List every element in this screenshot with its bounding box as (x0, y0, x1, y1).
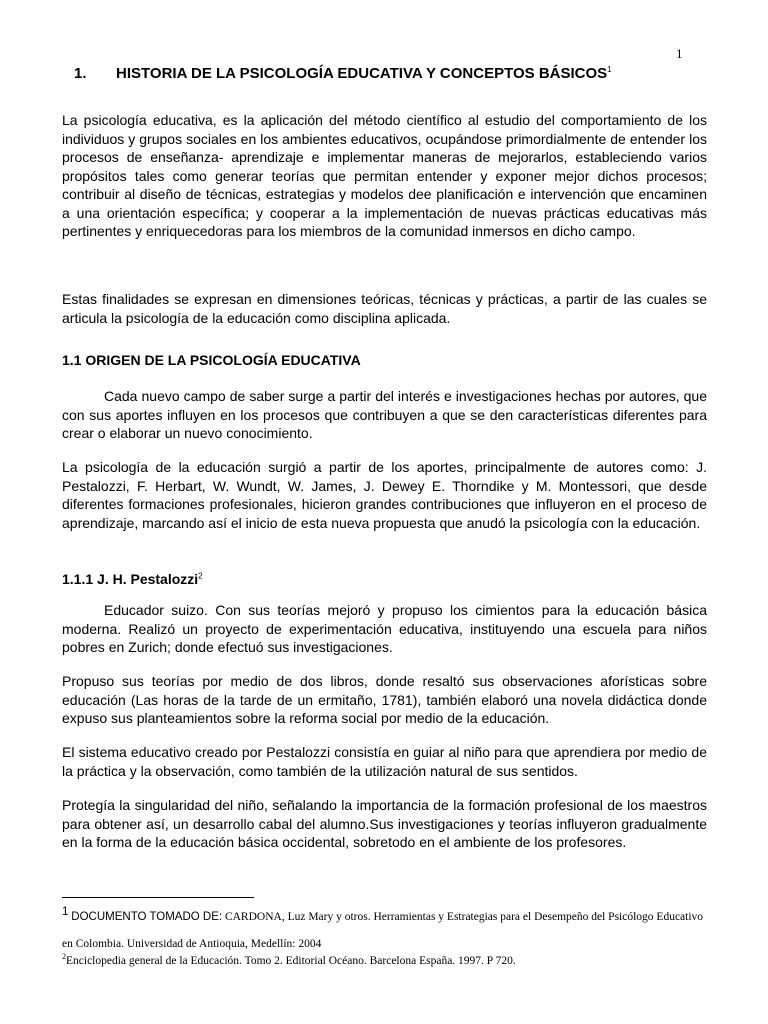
section-1-1-1-title: 1.1.1 J. H. Pestalozzi (62, 571, 199, 587)
section-1-1-1-paragraph-1: Educador suizo. Con sus teorías mejoró y propuso los cimientos para la educación básica moderna. Realizó un proyecto de experimentación educativa, instituyendo una escuela para niños pobres en Zurich; donde efectuó sus investigaciones. (62, 602, 707, 655)
footnote-1-marker: 1 (62, 906, 69, 919)
section-1-1-1-paragraph-4: Protegía la singularidad del niño, señalando la importancia de la formación profesional de los maestros para obtener así, un desarrollo cabal del alumno.Sus investigaciones y teorías influyeron gradualmente en la forma de la educación básica occidental, sobretodo en el ambiente de los profesores. (62, 797, 707, 850)
footnote-2-marker: 2 (62, 952, 66, 961)
chapter-number: 1. (74, 65, 87, 82)
section-1-1-paragraph-2: La psicología de la educación surgió a partir de los aportes, principalmente de autores como: J. Pestalozzi, F. Herbart, W. Wundt, W. James, J. Dewey E. Thorndike y M. Montessori, que desde diferentes formaciones profesionales, hicieron grandes contribuciones que influyeron en el proceso de aprendizaje, marcando así el inicio de esta nueva propuesta que anudó la psicología con la educación. (62, 459, 707, 531)
chapter-heading (74, 65, 714, 82)
footnote-1-label: DOCUMENTO TOMADO DE: (71, 911, 223, 923)
footnote-2-text: Enciclopedia general de la Educación. Tomo 2. Editorial Océano. Barcelona España. 1997. P 720. (66, 954, 516, 967)
section-heading-1-1: 1.1 ORIGEN DE LA PSICOLOGÍA EDUCATIVA (62, 352, 361, 368)
footnote-divider (62, 897, 254, 898)
footnote-ref-2[interactable]: 2 (198, 571, 203, 581)
footnote-1-text: CARDONA, Luz Mary y otros. Herramientas y Estrategias para el Desempeño del Psicólogo Educativo en Colombia. Universidad de Antioquia, Medellín: 2004 (62, 911, 704, 950)
footnote-2 (62, 950, 712, 968)
section-heading-1-1-1 (62, 571, 707, 587)
section-1-1-1-paragraph-3: El sistema educativo creado por Pestalozzi consistía en guiar al niño para que aprendiera por medio de la práctica y la observación, como también de la utilización natural de sus sentidos. (62, 744, 707, 779)
section-1-1-1-paragraph-2: Propuso sus teorías por medio de dos libros, donde resaltó sus observaciones aforísticas sobre educación (Las horas de la tarde de un ermitaño, 1781), también elaboró una novela didáctica donde expuso sus planteamientos sobre la reforma social por medio de la educación. (62, 673, 707, 726)
chapter-title: HISTORIA DE LA PSICOLOGÍA EDUCATIVA Y CONCEPTOS BÁSICOS (116, 65, 608, 82)
intro-paragraph-2: Estas finalidades se expresan en dimensiones teóricas, técnicas y prácticas, a partir de las cuales se articula la psicología de la educación como disciplina aplicada. (62, 291, 707, 326)
page-number: 1 (676, 46, 683, 61)
intro-paragraph-1: La psicología educativa, es la aplicación del método científico al estudio del comportamiento de los individuos y grupos sociales en los ambientes educativos, ocupándose primordialmente de entender los procesos de enseñanza- aprendizaje e implementar maneras de mejorarlos, estableciendo varios propósitos tales como generar teorías que permitan entender y exponer mejor dichos procesos; contribuir al diseño de técnicas, estrategias y modelos dee planificación e intervención que encaminen a una orientación específica; y cooperar a la implementación de nuevas prácticas educativas más pertinentes y enriquecedoras para los miembros de la comunidad inmersos en dicho campo. (62, 112, 707, 239)
section-1-1-paragraph-1: Cada nuevo campo de saber surge a partir del interés e investigaciones hechas por autores, que con sus aportes influyen en los procesos que contribuyen a que se den características diferentes para crear o elaborar un nuevo conocimiento. (62, 388, 707, 441)
footnote-ref-1[interactable]: 1 (607, 65, 612, 74)
